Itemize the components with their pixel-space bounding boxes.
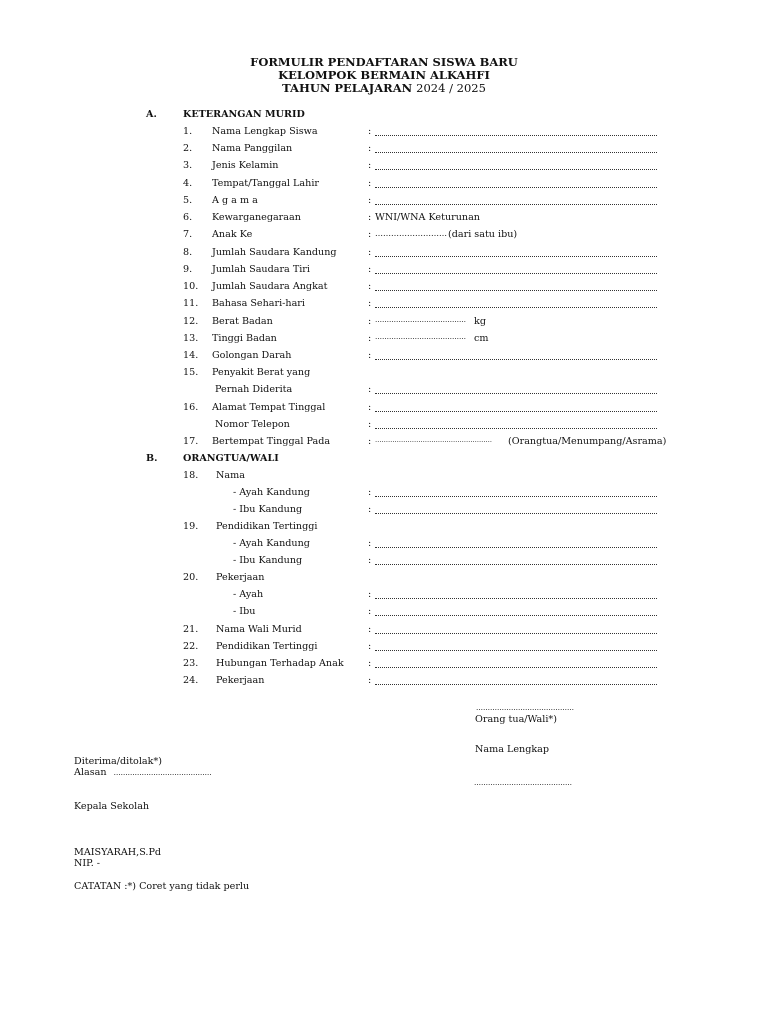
- row-colon: :: [368, 487, 372, 498]
- row-colon: :: [368, 229, 372, 240]
- bahasa-field[interactable]: [375, 307, 657, 308]
- row-label: Nama Wali Murid: [216, 624, 302, 635]
- academic-year-prefix: TAHUN PELAJARAN: [282, 81, 413, 95]
- agama-field[interactable]: [375, 204, 657, 205]
- nama-lengkap-field[interactable]: [375, 135, 657, 136]
- row-colon: :: [368, 247, 372, 258]
- row-number: 9.: [183, 264, 193, 275]
- parent-label: Orang tua/Wali*): [475, 714, 557, 725]
- row-number: 3.: [183, 160, 193, 171]
- pendidikan-wali-field[interactable]: [375, 650, 657, 651]
- row-label: Berat Badan: [212, 316, 273, 327]
- accepted-rejected: Diterima/ditolak*): [74, 756, 162, 767]
- row-number: 23.: [183, 658, 199, 669]
- section-b-letter: B.: [146, 453, 158, 464]
- row-colon: :: [368, 126, 372, 137]
- row-label: Golongan Darah: [212, 350, 292, 361]
- sub-label-ibu: - Ibu Kandung: [233, 555, 303, 566]
- section-a-letter: A.: [146, 109, 157, 120]
- sub-label-ayah: - Ayah: [233, 589, 264, 600]
- row-number: 22.: [183, 641, 199, 652]
- academic-year-value: 2024 / 2025: [416, 81, 486, 95]
- row-colon: :: [368, 333, 372, 344]
- berat-badan-unit: kg: [474, 316, 486, 327]
- row-label: Nama Panggilan: [212, 143, 293, 154]
- row-number: 5.: [183, 195, 193, 206]
- row-colon: :: [368, 555, 372, 566]
- section-b-title: ORANGTUA/WALI: [183, 453, 279, 464]
- row-colon: :: [368, 384, 372, 395]
- signature-line[interactable]: ……………………………………: [476, 704, 574, 712]
- school-name: KELOMPOK BERMAIN ALKAHFI: [278, 68, 490, 82]
- row-label: Penyakit Berat yang: [212, 367, 311, 378]
- pekerjaan-wali-field[interactable]: [375, 684, 657, 685]
- footnote: CATATAN :*) Coret yang tidak perlu: [74, 881, 250, 892]
- row-colon: :: [368, 606, 372, 617]
- full-name-label: Nama Lengkap: [475, 744, 550, 755]
- row-colon: :: [368, 538, 372, 549]
- alamat-field[interactable]: [375, 411, 657, 412]
- row-label: Jumlah Saudara Kandung: [212, 247, 337, 258]
- row-label: Jumlah Saudara Tiri: [212, 264, 310, 275]
- row-label: Pendidikan Tertinggi: [216, 641, 318, 652]
- row-colon: :: [368, 281, 372, 292]
- bertempat-tinggal-field[interactable]: ………………………………………………: [375, 436, 492, 444]
- row-label: Anak Ke: [212, 229, 253, 240]
- row-label: Bahasa Sehari-hari: [212, 298, 305, 309]
- row-number: 6.: [183, 212, 193, 223]
- row-label: Jumlah Saudara Angkat: [212, 281, 328, 292]
- headmaster-title: Kepala Sekolah: [74, 801, 150, 812]
- row-number: 18.: [183, 470, 199, 481]
- row-label: Nama: [216, 470, 245, 481]
- row-colon: :: [368, 212, 372, 223]
- academic-year: [0, 81, 768, 95]
- sub-label-ayah: - Ayah Kandung: [233, 487, 310, 498]
- row-number: 17.: [183, 436, 199, 447]
- row-number: 12.: [183, 316, 199, 327]
- row-label: Jenis Kelamin: [212, 160, 279, 171]
- row-label: Pendidikan Tertinggi: [216, 521, 318, 532]
- form-title: FORMULIR PENDAFTARAN SISWA BARU: [250, 55, 518, 69]
- row-colon: :: [368, 143, 372, 154]
- saudara-angkat-field[interactable]: [375, 290, 657, 291]
- row-colon: :: [368, 402, 372, 413]
- golongan-darah-field[interactable]: [375, 359, 657, 360]
- row-colon: :: [368, 675, 372, 686]
- tinggi-badan-field[interactable]: …………………………………: [375, 333, 466, 341]
- row-label: Bertempat Tinggal Pada: [212, 436, 331, 447]
- kewarganegaraan-value[interactable]: WNI/WNA Keturunan: [375, 212, 480, 223]
- berat-badan-field[interactable]: …………………………………: [375, 316, 466, 324]
- sub-label-ayah: - Ayah Kandung: [233, 538, 310, 549]
- hubungan-field[interactable]: [375, 667, 657, 668]
- row-number: 2.: [183, 143, 193, 154]
- row-colon: :: [368, 641, 372, 652]
- row-colon: :: [368, 178, 372, 189]
- row-colon: :: [368, 160, 372, 171]
- nama-wali-field[interactable]: [375, 633, 657, 634]
- saudara-tiri-field[interactable]: [375, 273, 657, 274]
- row-label: Pekerjaan: [216, 675, 265, 686]
- row-number: 21.: [183, 624, 199, 635]
- pekerjaan-ayah-field[interactable]: [375, 598, 657, 599]
- row-colon: :: [368, 504, 372, 515]
- row-label: Alamat Tempat Tinggal: [212, 402, 326, 413]
- sub-label-ibu: - Ibu Kandung: [233, 504, 303, 515]
- row-label: A g a m a: [212, 195, 258, 206]
- row-number: 13.: [183, 333, 199, 344]
- tempat-tanggal-lahir-field[interactable]: [375, 187, 657, 188]
- row-number: 4.: [183, 178, 193, 189]
- row-colon: :: [368, 589, 372, 600]
- saudara-kandung-field[interactable]: [375, 256, 657, 257]
- sub-label-ibu: - Ibu: [233, 606, 256, 617]
- row-label: Hubungan Terhadap Anak: [216, 658, 344, 669]
- nama-ayah-field[interactable]: [375, 496, 657, 497]
- row-number: 24.: [183, 675, 199, 686]
- pekerjaan-ibu-field[interactable]: [375, 615, 657, 616]
- row-number: 14.: [183, 350, 199, 361]
- row-colon: :: [368, 195, 372, 206]
- row-colon: :: [368, 624, 372, 635]
- row-label: Tinggi Badan: [212, 333, 277, 344]
- pendidikan-ibu-field[interactable]: [375, 564, 657, 565]
- row-colon: :: [368, 658, 372, 669]
- row-label: Pekerjaan: [216, 572, 265, 583]
- row-colon: :: [368, 264, 372, 275]
- row-number: 19.: [183, 521, 199, 532]
- row-label: Kewarganegaraan: [212, 212, 301, 223]
- reason-row: [74, 767, 212, 778]
- row-label-cont: Pernah Diderita: [215, 384, 293, 395]
- telepon-label: Nomor Telepon: [215, 419, 290, 430]
- row-number: 20.: [183, 572, 199, 583]
- row-number: 8.: [183, 247, 193, 258]
- row-label: Tempat/Tanggal Lahir: [212, 178, 319, 189]
- reason-label: Alasan: [74, 767, 107, 778]
- row-colon: :: [368, 316, 372, 327]
- anak-ke-suffix: (dari satu ibu): [448, 229, 518, 240]
- jenis-kelamin-field[interactable]: [375, 169, 657, 170]
- penyakit-field[interactable]: [375, 393, 657, 394]
- headmaster-nip: NIP. -: [74, 858, 101, 869]
- reason-field[interactable]: ……………………………………: [113, 769, 212, 777]
- row-colon: :: [368, 350, 372, 361]
- row-number: 15.: [183, 367, 199, 378]
- full-name-line[interactable]: ……………………………………: [474, 779, 572, 787]
- row-number: 11.: [183, 298, 199, 309]
- anak-ke-field[interactable]: ………………………: [375, 229, 447, 238]
- row-number: 16.: [183, 402, 199, 413]
- row-colon: :: [368, 298, 372, 309]
- telepon-field[interactable]: [375, 428, 657, 429]
- row-colon: :: [368, 419, 372, 430]
- section-a-title: KETERANGAN MURID: [183, 109, 305, 120]
- row-number: 1.: [183, 126, 193, 137]
- nama-panggilan-field[interactable]: [375, 152, 657, 153]
- pendidikan-ayah-field[interactable]: [375, 547, 657, 548]
- tinggi-badan-unit: cm: [474, 333, 489, 344]
- row-label: Nama Lengkap Siswa: [212, 126, 318, 137]
- row-number: 10.: [183, 281, 199, 292]
- row-colon: :: [368, 436, 372, 447]
- nama-ibu-field[interactable]: [375, 513, 657, 514]
- headmaster-name: MAISYARAH,S.Pd: [74, 847, 162, 858]
- row-number: 7.: [183, 229, 193, 240]
- bertempat-tinggal-options: (Orangtua/Menumpang/Asrama): [508, 436, 667, 447]
